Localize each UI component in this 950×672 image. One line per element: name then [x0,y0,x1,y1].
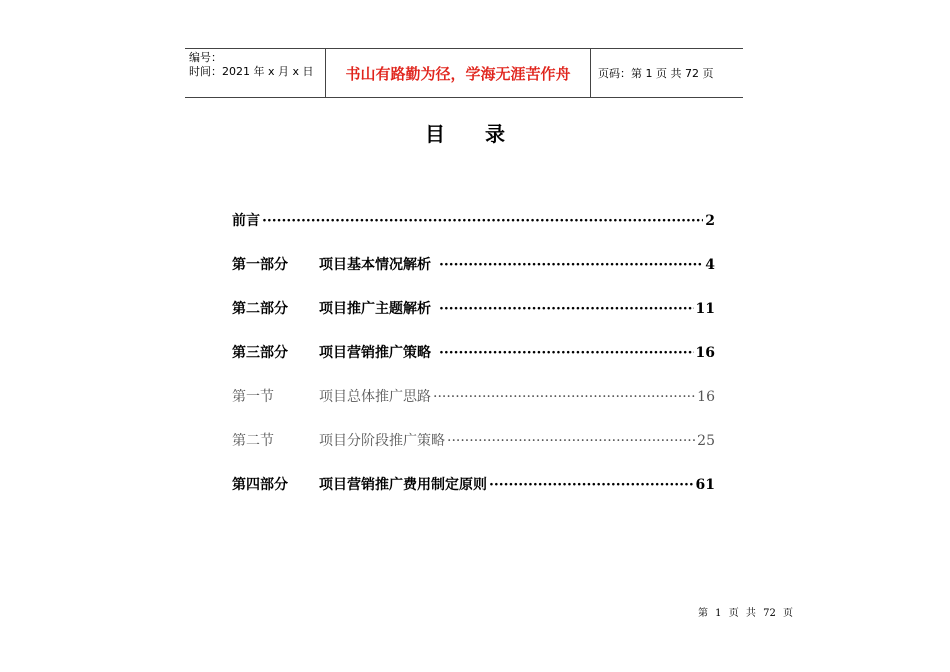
toc-entry-text: 项目推广主题解析 [319,301,431,317]
header-date: 时间：2021 年 x 月 x 日 [189,65,314,78]
toc-page-number: 16 [697,389,715,405]
toc-page-number: 2 [705,213,715,229]
header-meta [185,49,326,97]
toc-entry-text: 项目分阶段推广策略 [319,433,445,449]
header-number-label: 编号： [189,51,222,64]
toc-entry-part-2[interactable] [232,298,715,320]
header-motto: 书山有路勤为径，学海无涯苦作舟 [326,49,591,97]
toc-page-number: 16 [695,345,715,361]
toc-entry-part-1[interactable] [232,254,715,276]
toc-entry-text: 项目基本情况解析 [319,257,431,273]
toc-part-label: 第二部分 [232,301,288,317]
toc-entry-part-3[interactable] [232,342,715,364]
toc-page-number: 25 [697,433,715,449]
page-header [185,48,743,98]
toc-part-label: 第三部分 [232,345,288,361]
toc-entry-section-2[interactable] [232,430,715,452]
toc-leader-dots [447,433,695,449]
toc-part-label: 第一节 [232,389,274,405]
toc-entry-text: 项目营销推广费用制定原则 [319,477,487,493]
toc-entry-preface[interactable] [232,210,715,232]
toc-entry-text: 前言 [232,213,260,229]
toc-leader-dots [262,213,703,229]
toc-part-label: 第四部分 [232,477,288,493]
toc-entry-text: 项目营销推广策略 [319,345,431,361]
page-footer: 第 1 页 共 72 页 [698,608,793,619]
toc-leader-dots [439,257,703,273]
toc-entry-part-4[interactable] [232,474,715,496]
toc-leader-dots [433,389,695,405]
toc-page-number: 61 [695,477,715,493]
header-page-info: 页码：第 1 页 共 72 页 [598,67,714,80]
toc-part-label: 第二节 [232,433,274,449]
toc-page-number: 4 [705,257,715,273]
toc-part-label: 第一部分 [232,257,288,273]
toc-entry-section-1[interactable] [232,386,715,408]
toc-leader-dots [439,345,694,361]
toc-entry-text: 项目总体推广思路 [319,389,431,405]
page-title: 目录 [425,122,545,146]
toc-leader-dots [439,301,694,317]
toc-leader-dots [489,477,694,493]
toc-page-number: 11 [695,301,715,317]
